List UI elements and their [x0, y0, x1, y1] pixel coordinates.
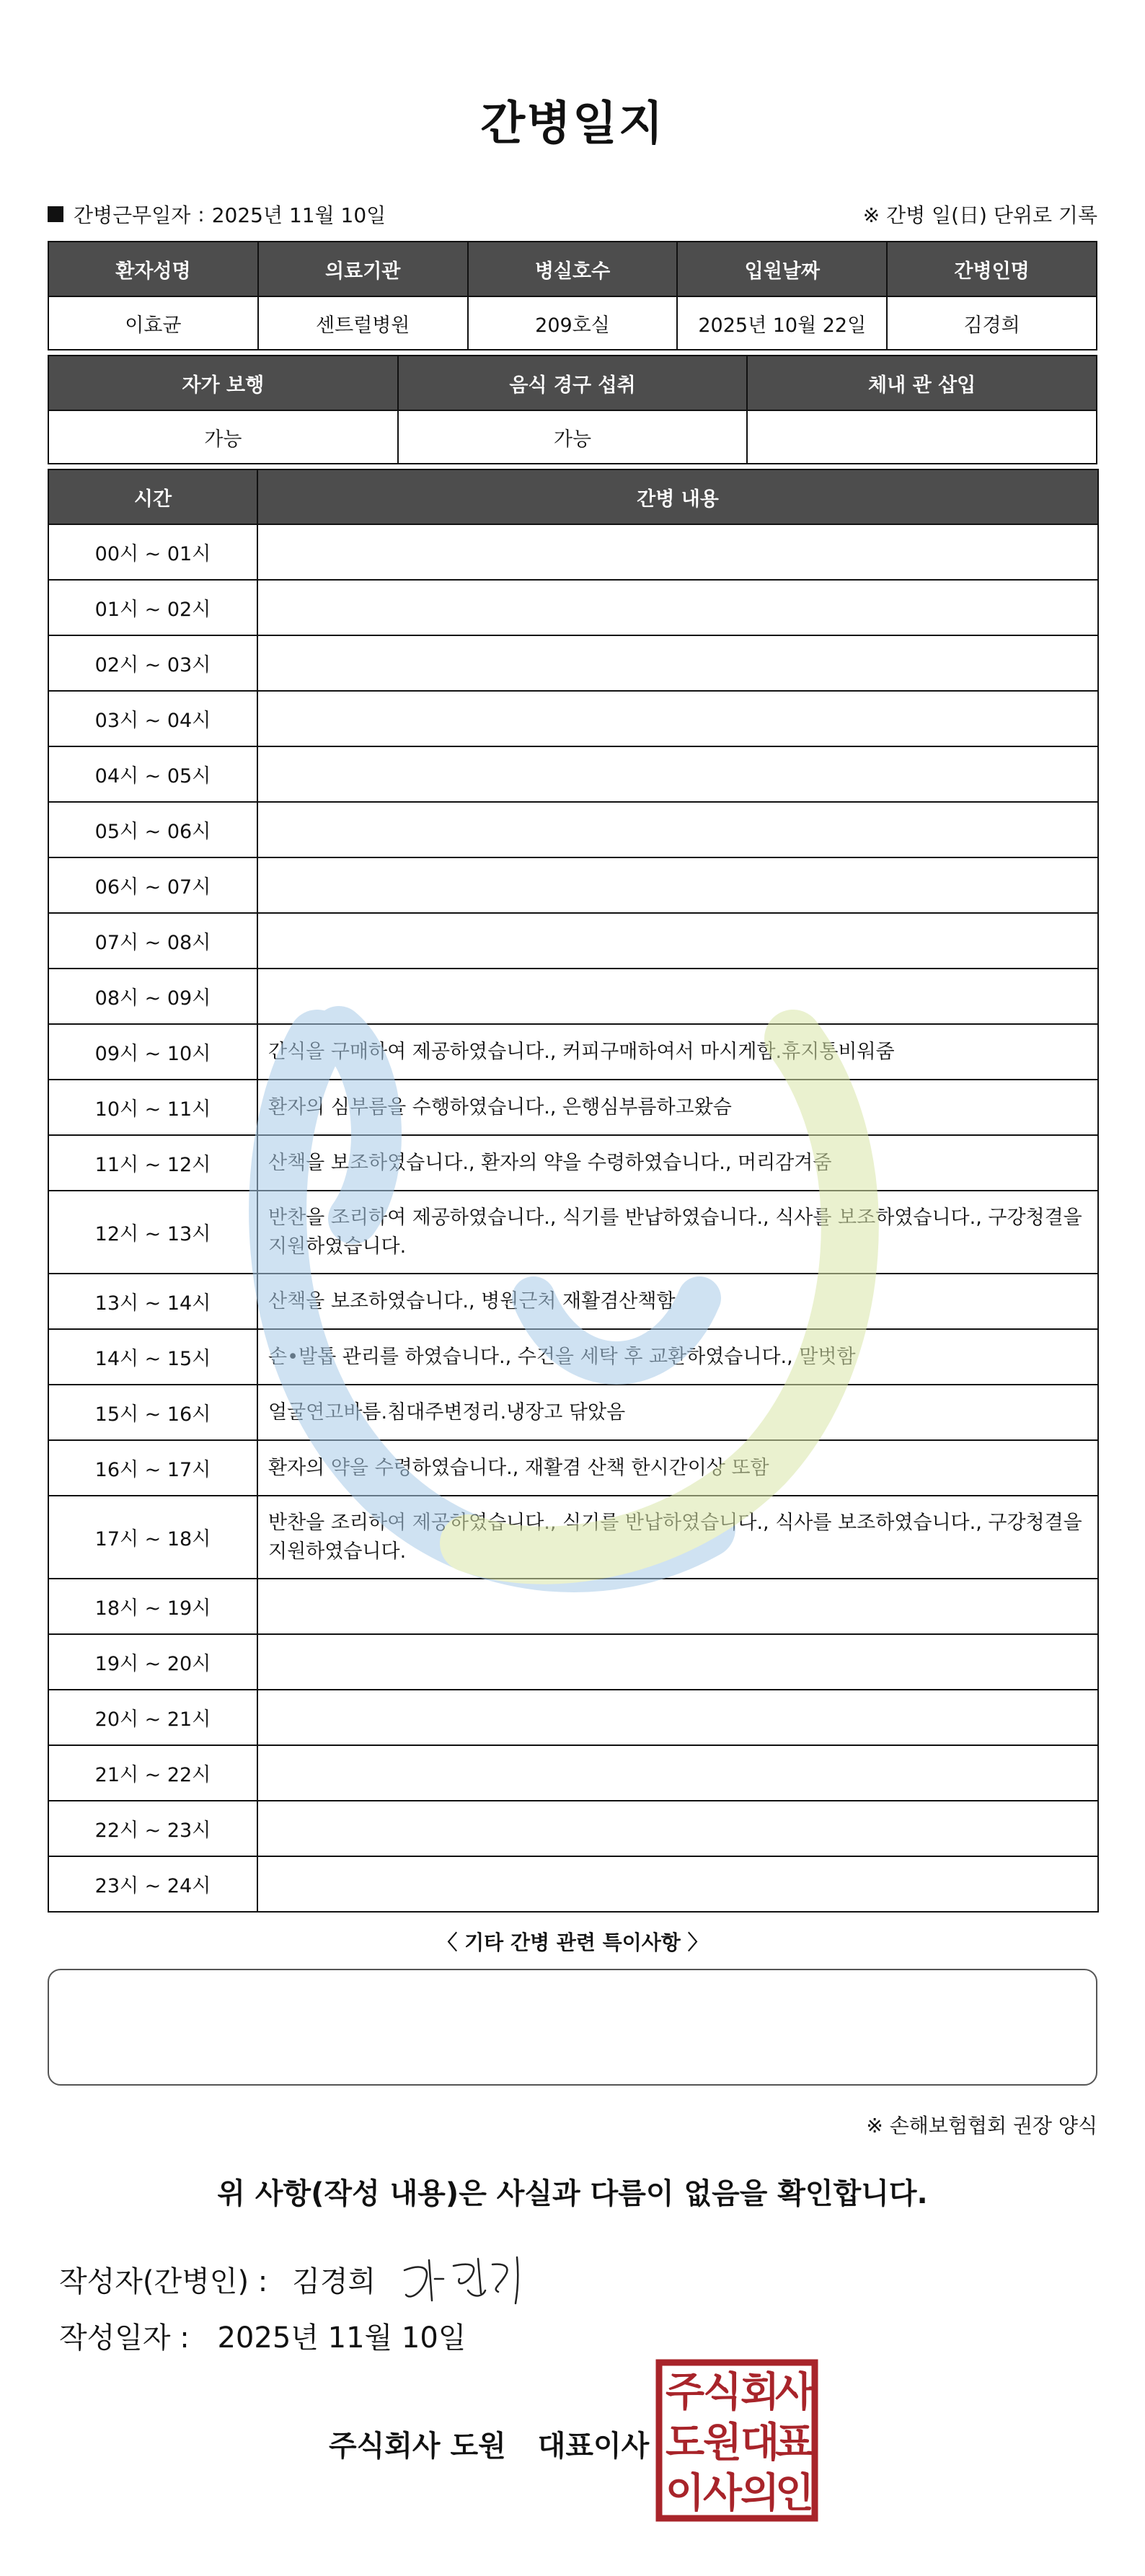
table-row — [48, 1745, 1098, 1801]
write-date-line — [59, 2315, 466, 2356]
care-content-cell — [257, 1856, 1098, 1912]
time-slot-cell: 09시 ~ 10시 — [48, 1024, 257, 1080]
header-self-walking: 자가 보행 — [48, 356, 398, 410]
time-slot-cell: 20시 ~ 21시 — [48, 1690, 257, 1745]
admission-date-value: 2025년 10월 22일 — [677, 296, 887, 350]
time-slot-cell: 02시 ~ 03시 — [48, 635, 257, 691]
company-signoff — [329, 2423, 649, 2464]
write-date-value: 2025년 11월 10일 — [217, 2321, 467, 2355]
header-tube-insertion: 체내 관 삽입 — [747, 356, 1097, 410]
table-row — [48, 857, 1098, 913]
svg-text:주: 주 — [665, 2369, 705, 2416]
remarks-box — [48, 1969, 1097, 2086]
table-row — [48, 1191, 1098, 1274]
svg-text:대: 대 — [740, 2420, 780, 2466]
patient-status-table — [48, 355, 1097, 464]
table-row — [48, 1329, 1098, 1385]
tube-insertion-value — [747, 410, 1097, 464]
patient-info-value-row — [48, 296, 1097, 350]
svg-text:인: 인 — [774, 2470, 815, 2517]
care-content-cell — [257, 635, 1098, 691]
table-row — [48, 1634, 1098, 1690]
page-title: 간병일지 — [480, 97, 665, 151]
care-content-cell: 얼굴연고바름.침대주변정리.냉장고 닦았음 — [257, 1385, 1098, 1440]
care-content-cell: 환자의 심부름을 수행하였습니다., 은행심부름하고왔슴 — [257, 1080, 1098, 1135]
remarks-title: 〈 기타 간병 관련 특이사항 〉 — [437, 1931, 708, 1954]
table-row — [48, 1385, 1098, 1440]
company-seal-stamp — [655, 2358, 819, 2523]
company-name: 주식회사 도원 — [329, 2430, 506, 2463]
table-row — [48, 1024, 1098, 1080]
table-row — [48, 746, 1098, 802]
header-room: 병실호수 — [468, 242, 678, 296]
time-slot-cell: 12시 ~ 13시 — [48, 1191, 257, 1274]
care-content-cell: 산책을 보조하였습니다., 환자의 약을 수령하였습니다., 머리감겨줌 — [257, 1135, 1098, 1191]
svg-text:사: 사 — [702, 2470, 743, 2517]
time-slot-cell: 07시 ~ 08시 — [48, 913, 257, 969]
care-content-cell: 산책을 보조하였습니다., 병원근처 재활겸산책함 — [257, 1274, 1098, 1329]
status-value-row — [48, 410, 1097, 464]
care-content-cell: 손•발톱 관리를 하였습니다., 수건을 세탁 후 교환하였습니다., 말벗함 — [257, 1329, 1098, 1385]
table-row — [48, 1801, 1098, 1856]
care-log-header-row — [48, 469, 1098, 524]
care-content-cell — [257, 857, 1098, 913]
care-content-cell — [257, 802, 1098, 857]
time-slot-cell: 03시 ~ 04시 — [48, 691, 257, 746]
care-content-cell — [257, 1579, 1098, 1634]
care-content-cell — [257, 969, 1098, 1024]
representative-title: 대표이사 — [537, 2430, 650, 2463]
oral-intake-value: 가능 — [398, 410, 748, 464]
time-slot-cell: 15시 ~ 16시 — [48, 1385, 257, 1440]
table-row — [48, 1080, 1098, 1135]
table-row — [48, 1579, 1098, 1634]
table-row — [48, 1274, 1098, 1329]
time-slot-cell: 13시 ~ 14시 — [48, 1274, 257, 1329]
time-slot-cell: 05시 ~ 06시 — [48, 802, 257, 857]
header-patient-name: 환자성명 — [48, 242, 258, 296]
time-slot-cell: 01시 ~ 02시 — [48, 580, 257, 635]
time-slot-cell: 04시 ~ 05시 — [48, 746, 257, 802]
writer-name: 김경희 — [292, 2264, 376, 2298]
care-content-cell: 간식을 구매하여 제공하였습니다., 커피구매하여서 마시게함.휴지통비워줌 — [257, 1024, 1098, 1080]
room-value: 209호실 — [468, 296, 678, 350]
table-row — [48, 1690, 1098, 1745]
table-row — [48, 1135, 1098, 1191]
table-row — [48, 1496, 1098, 1579]
header-caregiver: 간병인명 — [887, 242, 1097, 296]
care-content-cell: 환자의 약을 수령하였습니다., 재활겸 산책 한시간이상 또함 — [257, 1440, 1098, 1496]
care-content-cell — [257, 1690, 1098, 1745]
writer-label: 작성자(간병인) : — [59, 2264, 268, 2298]
header-oral-intake: 음식 경구 섭취 — [398, 356, 748, 410]
patient-name-value: 이효균 — [48, 296, 258, 350]
handwritten-signature — [397, 2250, 541, 2308]
svg-text:도: 도 — [665, 2420, 705, 2466]
form-source-note: ※ 손해보험협회 권장 양식 — [866, 2114, 1097, 2138]
table-row — [48, 802, 1098, 857]
table-row — [48, 1440, 1098, 1496]
time-slot-cell: 08시 ~ 09시 — [48, 969, 257, 1024]
table-row — [48, 524, 1098, 580]
svg-text:사: 사 — [774, 2369, 815, 2416]
hospital-value: 센트럴병원 — [258, 296, 468, 350]
patient-info-header-row — [48, 242, 1097, 296]
writer-line — [59, 2250, 541, 2308]
care-content-cell — [257, 1801, 1098, 1856]
care-content-cell — [257, 913, 1098, 969]
care-content-cell — [257, 1634, 1098, 1690]
header-care-content: 간병 내용 — [257, 469, 1098, 524]
work-date-separator: : — [198, 202, 205, 226]
svg-text:회: 회 — [740, 2369, 780, 2416]
square-bullet-icon — [48, 206, 63, 222]
status-header-row — [48, 356, 1097, 410]
time-slot-cell: 19시 ~ 20시 — [48, 1634, 257, 1690]
care-content-cell — [257, 691, 1098, 746]
table-row — [48, 1856, 1098, 1912]
svg-text:식: 식 — [702, 2369, 743, 2416]
care-log-rows — [48, 524, 1098, 1912]
work-date-value: 2025년 11월 10일 — [211, 203, 386, 227]
care-content-cell: 반찬을 조리하여 제공하였습니다., 식기를 반납하였습니다., 식사를 보조하였습니다., 구강청결을 지원하였습니다. — [257, 1191, 1098, 1274]
care-content-cell — [257, 580, 1098, 635]
time-slot-cell: 21시 ~ 22시 — [48, 1745, 257, 1801]
caregiver-value: 김경희 — [887, 296, 1097, 350]
care-content-cell: 반찬을 조리하여 제공하였습니다., 식기를 반납하였습니다., 식사를 보조하였습니다., 구강청결을 지원하였습니다. — [257, 1496, 1098, 1579]
time-slot-cell: 06시 ~ 07시 — [48, 857, 257, 913]
svg-text:의: 의 — [740, 2470, 780, 2517]
care-content-cell — [257, 524, 1098, 580]
table-row — [48, 635, 1098, 691]
time-slot-cell: 16시 ~ 17시 — [48, 1440, 257, 1496]
work-date-label: 간병근무일자 — [74, 203, 191, 227]
time-slot-cell: 23시 ~ 24시 — [48, 1856, 257, 1912]
care-content-cell — [257, 1745, 1098, 1801]
svg-text:원: 원 — [702, 2420, 743, 2466]
time-slot-cell: 22시 ~ 23시 — [48, 1801, 257, 1856]
work-date-line — [48, 200, 386, 229]
header-time: 시간 — [48, 469, 257, 524]
table-row — [48, 969, 1098, 1024]
table-row — [48, 913, 1098, 969]
table-row — [48, 580, 1098, 635]
self-walking-value: 가능 — [48, 410, 398, 464]
time-slot-cell: 18시 ~ 19시 — [48, 1579, 257, 1634]
care-content-cell — [257, 746, 1098, 802]
time-slot-cell: 14시 ~ 15시 — [48, 1329, 257, 1385]
header-hospital: 의료기관 — [258, 242, 468, 296]
svg-text:이: 이 — [665, 2470, 705, 2517]
care-log-table — [48, 469, 1099, 1913]
confirmation-statement: 위 사항(작성 내용)은 사실과 다름이 없음을 확인합니다. — [217, 2177, 928, 2210]
time-slot-cell: 17시 ~ 18시 — [48, 1496, 257, 1579]
header-admission-date: 입원날짜 — [677, 242, 887, 296]
patient-info-table — [48, 241, 1097, 350]
svg-text:표: 표 — [774, 2420, 815, 2466]
recording-note: ※ 간병 일(日) 단위로 기록 — [862, 203, 1097, 227]
time-slot-cell: 00시 ~ 01시 — [48, 524, 257, 580]
table-row — [48, 691, 1098, 746]
time-slot-cell: 10시 ~ 11시 — [48, 1080, 257, 1135]
write-date-label: 작성일자 : — [59, 2321, 190, 2355]
time-slot-cell: 11시 ~ 12시 — [48, 1135, 257, 1191]
